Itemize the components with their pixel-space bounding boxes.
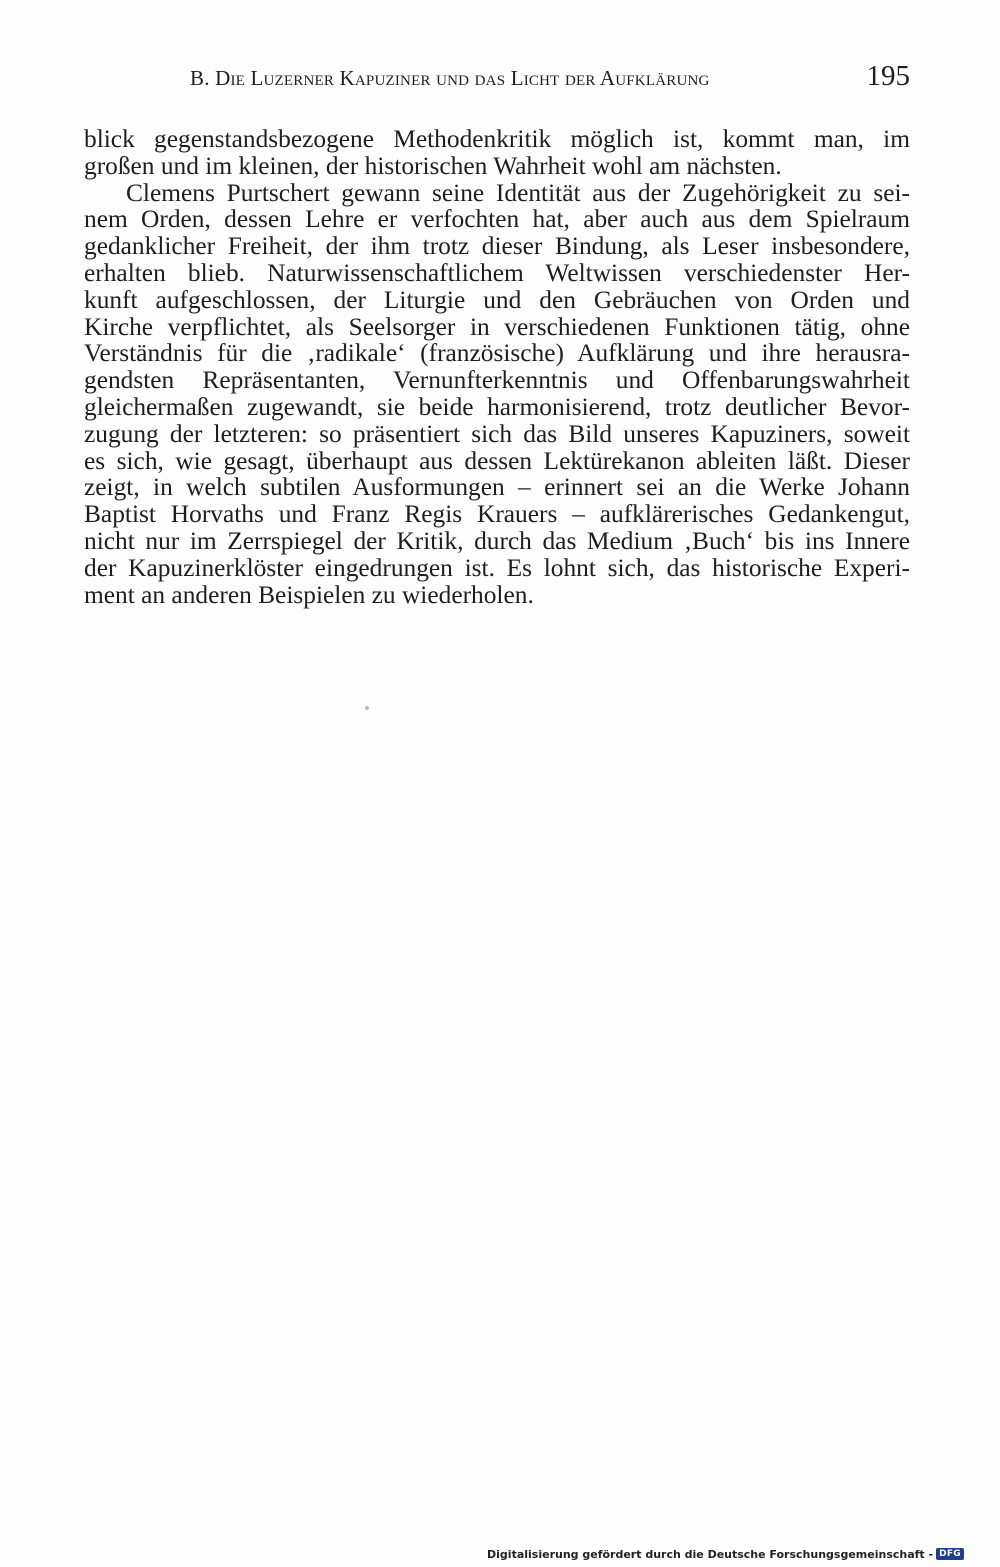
text-line: es sich, wie gesagt, überhaupt aus dessen Lektürekanon ableiten läßt. Dieser xyxy=(84,446,910,475)
text-line: großen und im kleinen, der historischen Wahrheit wohl am nächsten. xyxy=(84,151,782,180)
footer-credit-text: Digitalisierung gefördert durch die Deutsche Forschungsgemeinschaft - xyxy=(487,1547,934,1561)
text-line: erhalten blieb. Naturwissenschaftlichem Weltwissen verschiedenster Her- xyxy=(84,258,910,287)
text-line: zeigt, in welch subtilen Ausformungen – erinnert sei an die Werke Johann xyxy=(84,473,910,502)
scan-speck xyxy=(365,706,369,710)
text-line: blick gegenstandsbezogene Methodenkritik möglich ist, kommt man, im xyxy=(84,125,910,153)
running-head xyxy=(84,60,910,100)
running-title: B. Die Luzerner Kapuziner und das Licht der Aufklärung xyxy=(190,66,710,90)
dfg-logo-icon: DFG xyxy=(936,1548,964,1560)
text-line: Kirche verpflichtet, als Seelsorger in verschiedenen Funktionen tätig, ohne xyxy=(84,312,910,341)
text-line: ment an anderen Beispielen zu wiederholen. xyxy=(84,580,534,609)
body-text xyxy=(84,126,910,608)
text-line: Baptist Horvaths und Franz Regis Krauers – aufklärerisches Gedankengut, xyxy=(84,500,910,529)
text-line: gleichermaßen zugewandt, sie beide harmonisierend, trotz deutlicher Bevor- xyxy=(84,392,910,421)
text-line: Clemens Purtschert gewann seine Identität aus der Zugehörigkeit zu sei- xyxy=(126,178,910,207)
text-line: gedanklicher Freiheit, der ihm trotz dieser Bindung, als Leser insbesondere, xyxy=(84,232,910,261)
text-line: Verständnis für die ‚radikale‘ (französische) Aufklärung und ihre herausra- xyxy=(84,339,910,368)
text-line: gendsten Repräsentanten, Vernunfterkenntnis und Offenbarungswahrheit xyxy=(84,366,910,395)
text-line: nem Orden, dessen Lehre er verfochten hat, aber auch aus dem Spielraum xyxy=(84,205,910,234)
text-line: zugung der letzteren: so präsentiert sich das Bild unseres Kapuziners, soweit xyxy=(84,419,910,448)
page-number: 195 xyxy=(866,60,910,92)
text-line: der Kapuzinerklöster eingedrungen ist. Es lohnt sich, das historische Experi- xyxy=(84,553,910,582)
footer-credit xyxy=(487,1545,964,1563)
text-line: kunft aufgeschlossen, der Liturgie und den Gebräuchen von Orden und xyxy=(84,285,910,314)
text-line: nicht nur im Zerrspiegel der Kritik, durch das Medium ‚Buch‘ bis ins Innere xyxy=(84,526,910,555)
